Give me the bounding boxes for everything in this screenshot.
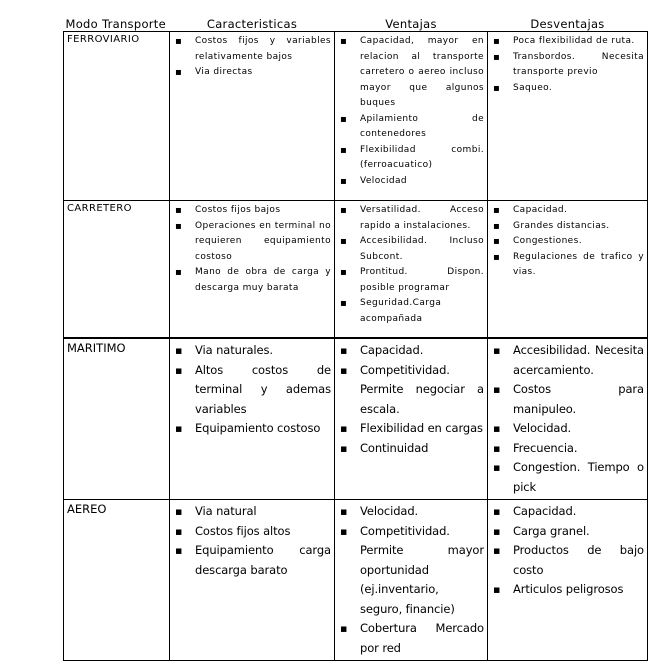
list-item: ▪ Prontitud. Dispon. posible programar [338, 265, 484, 296]
list-item: ▪ Saqueo. [491, 81, 644, 97]
list-item: ▪ Capacidad. [338, 341, 484, 361]
list-item: ▪ Costos fijos bajos [173, 203, 331, 219]
caracteristicas-cell [170, 338, 335, 500]
list-item: ▪ Accesibilidad. Incluso Subcont. [338, 234, 484, 265]
list-item: ▪ Equipamiento carga descarga barato [173, 541, 331, 580]
list-item: ▪ Capacidad, mayor en relacion al transporte carretero o aereo incluso mayor que algunos buques [338, 34, 484, 112]
list-item: ▪ Carga granel. [491, 522, 644, 542]
list-item: ▪ Competitividad. Permite negociar a escala. [338, 361, 484, 420]
list-item: ▪ Flexibilidad combi. (ferroacuatico) [338, 143, 484, 174]
list-item: ▪ Versatilidad. Acceso rapido a instalaciones. [338, 203, 484, 234]
header-modo-transporte: Modo Transporte [65, 17, 166, 31]
list-item: ▪ Transbordos. Necesita transporte previo [491, 50, 644, 81]
list-item: ▪ Velocidad. [338, 502, 484, 522]
list-item: ▪ Mano de obra de carga y descarga muy barata [173, 265, 331, 296]
mode-cell: CARRETERO [64, 201, 170, 339]
caracteristicas-cell [170, 500, 335, 661]
table-row-ferroviario [64, 32, 648, 201]
list-item: ▪ Operaciones en terminal no requieren equipamiento costoso [173, 219, 331, 266]
list-item: ▪ Apilamiento de contenedores [338, 112, 484, 143]
mode-cell: AEREO [64, 500, 170, 661]
transport-comparison-table [63, 14, 648, 661]
list-item: ▪ Articulos peligrosos [491, 580, 644, 600]
list-item: ▪ Productos de bajo costo [491, 541, 644, 580]
desventajas-cell [488, 338, 648, 500]
list-item: ▪ Congestiones. [491, 234, 644, 250]
list-item: ▪ Cobertura Mercado por red [338, 619, 484, 658]
list-item: ▪ Equipamiento costoso [173, 419, 331, 439]
desventajas-cell [488, 32, 648, 201]
list-item: ▪ Capacidad. [491, 203, 644, 219]
list-item: ▪ Accesibilidad. Necesita acercamiento. [491, 341, 644, 380]
header-caracteristicas: Caracteristicas [206, 17, 298, 31]
list-item: ▪ Poca flexibilidad de ruta. [491, 34, 644, 50]
list-item: ▪ Via naturales. [173, 341, 331, 361]
list-item: ▪ Grandes distancias. [491, 219, 644, 235]
desventajas-cell [488, 500, 648, 661]
table-row-carretero [64, 201, 648, 339]
table-row-aereo [64, 500, 648, 661]
list-item: ▪ Frecuencia. [491, 439, 644, 459]
table-row-maritimo [64, 338, 648, 500]
list-item: ▪ Competitividad. Permite mayor oportunidad (ej.inventario, seguro, financie) [338, 522, 484, 620]
header-ventajas: Ventajas [385, 17, 437, 31]
list-item: ▪ Costos fijos altos [173, 522, 331, 542]
list-item: ▪ Velocidad [338, 174, 484, 190]
ventajas-cell [335, 338, 488, 500]
desventajas-cell [488, 201, 648, 339]
header-desventajas: Desventajas [530, 17, 605, 31]
list-item: ▪ Altos costos de terminal y ademas variables [173, 361, 331, 420]
mode-cell: MARITIMO [64, 338, 170, 500]
list-item: ▪ Capacidad. [491, 502, 644, 522]
list-item: ▪ Via natural [173, 502, 331, 522]
list-item: ▪ Costos para manipuleo. [491, 380, 644, 419]
list-item: ▪ Flexibilidad en cargas [338, 419, 484, 439]
list-item: ▪ Velocidad. [491, 419, 644, 439]
list-item: ▪ Costos fijos y variables relativamente bajos [173, 34, 331, 65]
caracteristicas-cell [170, 201, 335, 339]
mode-cell: FERROVIARIO [64, 32, 170, 201]
list-item: ▪ Congestion. Tiempo o pick [491, 458, 644, 497]
list-item: ▪ Continuidad [338, 439, 484, 459]
list-item: ▪ Regulaciones de trafico y vias. [491, 250, 644, 281]
header-row [64, 14, 648, 32]
ventajas-cell [335, 32, 488, 201]
caracteristicas-cell [170, 32, 335, 201]
list-item: ▪ Seguridad.Carga acompañada [338, 296, 484, 327]
ventajas-cell [335, 201, 488, 339]
ventajas-cell [335, 500, 488, 661]
list-item: ▪ Via directas [173, 65, 331, 81]
